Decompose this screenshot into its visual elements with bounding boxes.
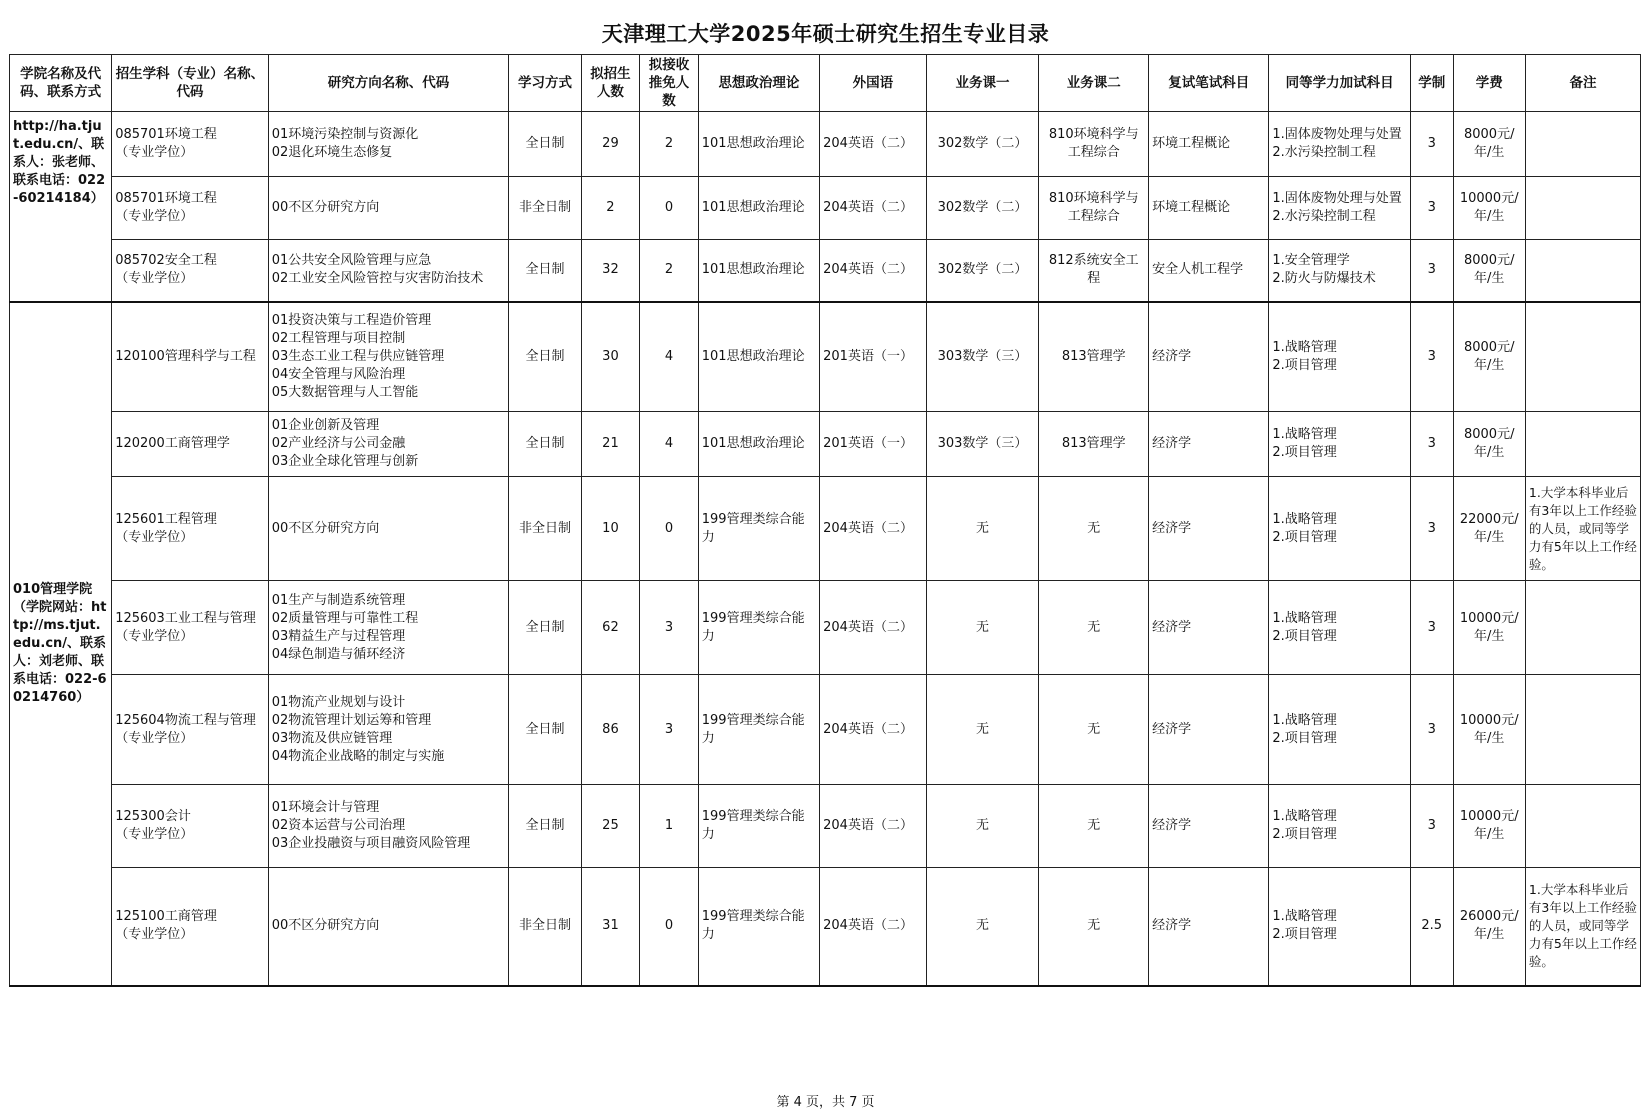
directions-cell-line: 05大数据管理与人工智能 xyxy=(271,384,419,400)
col-header: 业务课二 xyxy=(1039,55,1149,112)
politics-exam: 199管理类综合能力 xyxy=(698,868,819,986)
foreign-language-exam: 204英语（二） xyxy=(820,581,926,675)
directions-cell xyxy=(268,868,509,986)
table-row xyxy=(10,412,1641,477)
foreign-language-exam: 204英语（二） xyxy=(820,868,926,986)
extra-subjects xyxy=(1269,302,1411,412)
major-cell xyxy=(112,785,268,868)
directions-cell-line: 01物流产业规划与设计 xyxy=(271,694,406,710)
foreign-language-exam: 204英语（二） xyxy=(820,112,926,177)
study-mode: 全日制 xyxy=(509,412,581,477)
directions-cell xyxy=(268,785,509,868)
directions-cell-line: 04物流企业战略的制定与实施 xyxy=(271,748,445,764)
quota: 31 xyxy=(581,868,640,986)
col-header: 业务课一 xyxy=(926,55,1039,112)
course1-exam: 无 xyxy=(926,581,1039,675)
extra-subjects-line: 2.项目管理 xyxy=(1272,529,1337,545)
recommend-quota: 3 xyxy=(640,581,699,675)
college-info: 010管理学院（学院网站：http://ms.tjut.edu.cn/、联系人：刘老师、联系电话：022-60214760） xyxy=(10,302,112,986)
retest-subject: 经济学 xyxy=(1149,302,1269,412)
course1-exam: 302数学（二） xyxy=(926,112,1039,177)
extra-subjects-line: 1.战略管理 xyxy=(1272,712,1337,728)
col-header: 招生学科（专业）名称、代码 xyxy=(112,55,268,112)
directions-cell-line: 02退化环境生态修复 xyxy=(271,145,393,160)
politics-exam: 101思想政治理论 xyxy=(698,112,819,177)
directions-cell-line: 02工程管理与项目控制 xyxy=(271,330,406,346)
major-cell-line: （专业学位） xyxy=(115,209,194,224)
study-mode: 非全日制 xyxy=(509,477,581,581)
extra-subjects-line: 1.固体废物处理与处置 xyxy=(1272,127,1402,142)
directions-cell xyxy=(268,675,509,785)
extra-subjects xyxy=(1269,112,1411,177)
study-years: 3 xyxy=(1410,112,1453,177)
col-header: 研究方向名称、代码 xyxy=(268,55,509,112)
study-mode: 全日制 xyxy=(509,581,581,675)
extra-subjects-line: 2.项目管理 xyxy=(1272,827,1337,842)
foreign-language-exam: 204英语（二） xyxy=(820,675,926,785)
extra-subjects-line: 2.项目管理 xyxy=(1272,927,1337,943)
extra-subjects-line: 1.战略管理 xyxy=(1272,427,1337,442)
major-cell-line: 120200工商管理学 xyxy=(115,436,230,451)
major-cell-line: （专业学位） xyxy=(115,628,194,644)
quota: 29 xyxy=(581,112,640,177)
table-row xyxy=(10,177,1641,240)
course1-exam: 无 xyxy=(926,675,1039,785)
major-cell xyxy=(112,675,268,785)
remark xyxy=(1525,177,1640,240)
directions-cell xyxy=(268,477,509,581)
retest-subject: 环境工程概论 xyxy=(1149,177,1269,240)
col-header: 学费 xyxy=(1453,55,1525,112)
major-cell xyxy=(112,240,268,302)
quota: 62 xyxy=(581,581,640,675)
course1-exam: 无 xyxy=(926,868,1039,986)
study-years: 3 xyxy=(1410,675,1453,785)
tuition-fee: 8000元/年/生 xyxy=(1453,240,1525,302)
major-cell xyxy=(112,868,268,986)
page-title: 天津理工大学2025年硕士研究生招生专业目录 xyxy=(601,22,1050,46)
extra-subjects-line: 2.项目管理 xyxy=(1272,730,1337,746)
directions-cell-line: 01投资决策与工程造价管理 xyxy=(271,312,432,328)
extra-subjects xyxy=(1269,675,1411,785)
extra-subjects-line: 1.安全管理学 xyxy=(1272,253,1350,269)
extra-subjects xyxy=(1269,868,1411,986)
quota: 10 xyxy=(581,477,640,581)
tuition-fee: 10000元/年/生 xyxy=(1453,675,1525,785)
recommend-quota: 2 xyxy=(640,112,699,177)
remark xyxy=(1525,240,1640,302)
foreign-language-exam: 204英语（二） xyxy=(820,177,926,240)
extra-subjects xyxy=(1269,240,1411,302)
retest-subject: 环境工程概论 xyxy=(1149,112,1269,177)
major-cell xyxy=(112,112,268,177)
col-header: 学院名称及代码、联系方式 xyxy=(10,55,112,112)
table-row xyxy=(10,240,1641,302)
extra-subjects xyxy=(1269,581,1411,675)
extra-subjects-line: 1.固体废物处理与处置 xyxy=(1272,191,1402,206)
course2-exam: 无 xyxy=(1039,868,1149,986)
recommend-quota: 0 xyxy=(640,868,699,986)
quota: 25 xyxy=(581,785,640,868)
extra-subjects-line: 2.水污染控制工程 xyxy=(1272,145,1376,160)
course2-exam: 无 xyxy=(1039,785,1149,868)
course1-exam: 302数学（二） xyxy=(926,177,1039,240)
major-cell-line: （专业学位） xyxy=(115,827,194,842)
major-cell-line: 085701环境工程 xyxy=(115,191,217,206)
directions-cell-line: 03生态工业工程与供应链管理 xyxy=(271,348,445,364)
study-mode: 全日制 xyxy=(509,112,581,177)
politics-exam: 199管理类综合能力 xyxy=(698,785,819,868)
remark xyxy=(1525,675,1640,785)
retest-subject: 经济学 xyxy=(1149,477,1269,581)
retest-subject: 经济学 xyxy=(1149,785,1269,868)
directions-cell xyxy=(268,177,509,240)
retest-subject: 经济学 xyxy=(1149,868,1269,986)
major-cell-line: （专业学位） xyxy=(115,730,194,746)
remark: 1.大学本科毕业后有3年以上工作经验的人员，或同等学力有5年以上工作经验。 xyxy=(1525,868,1640,986)
foreign-language-exam: 204英语（二） xyxy=(820,240,926,302)
extra-subjects-line: 1.战略管理 xyxy=(1272,339,1337,355)
extra-subjects-line: 2.防火与防爆技术 xyxy=(1272,271,1376,287)
quota: 32 xyxy=(581,240,640,302)
directions-cell xyxy=(268,240,509,302)
major-cell-line: （专业学位） xyxy=(115,529,194,545)
course1-exam: 303数学（三） xyxy=(926,302,1039,412)
col-header: 复试笔试科目 xyxy=(1149,55,1269,112)
page-footer: 第 4 页，共 7 页 xyxy=(776,1095,875,1110)
politics-exam: 199管理类综合能力 xyxy=(698,675,819,785)
study-years: 3 xyxy=(1410,412,1453,477)
remark xyxy=(1525,785,1640,868)
major-cell-line: 125300会计 xyxy=(115,809,191,824)
course2-exam: 810环境科学与工程综合 xyxy=(1039,177,1149,240)
college-info: http://ha.tjut.edu.cn/、联系人：张老师、联系电话：022-60214184） xyxy=(10,112,112,302)
foreign-language-exam: 204英语（二） xyxy=(820,785,926,868)
course2-exam: 810环境科学与工程综合 xyxy=(1039,112,1149,177)
study-mode: 全日制 xyxy=(509,785,581,868)
course2-exam: 813管理学 xyxy=(1039,302,1149,412)
directions-cell-line: 01环境会计与管理 xyxy=(271,800,380,815)
table-row xyxy=(10,112,1641,177)
directions-cell-line: 02资本运营与公司治理 xyxy=(271,818,406,833)
politics-exam: 199管理类综合能力 xyxy=(698,581,819,675)
tuition-fee: 8000元/年/生 xyxy=(1453,112,1525,177)
remark xyxy=(1525,302,1640,412)
extra-subjects-line: 2.项目管理 xyxy=(1272,628,1337,644)
directions-cell-line: 01生产与制造系统管理 xyxy=(271,592,406,608)
study-years: 3 xyxy=(1410,581,1453,675)
directions-cell xyxy=(268,302,509,412)
directions-cell xyxy=(268,112,509,177)
study-years: 3 xyxy=(1410,477,1453,581)
study-mode: 全日制 xyxy=(509,240,581,302)
recommend-quota: 4 xyxy=(640,412,699,477)
extra-subjects-line: 2.项目管理 xyxy=(1272,357,1337,373)
politics-exam: 101思想政治理论 xyxy=(698,177,819,240)
col-header: 思想政治理论 xyxy=(698,55,819,112)
study-mode: 全日制 xyxy=(509,675,581,785)
course1-exam: 303数学（三） xyxy=(926,412,1039,477)
directions-cell-line: 01公共安全风险管理与应急 xyxy=(271,253,432,269)
major-cell-line: 125604物流工程与管理 xyxy=(115,712,256,728)
directions-cell-line: 00不区分研究方向 xyxy=(271,520,380,536)
course2-exam: 812系统安全工程 xyxy=(1039,240,1149,302)
major-cell-line: 125100工商管理 xyxy=(115,909,217,925)
foreign-language-exam: 201英语（一） xyxy=(820,412,926,477)
foreign-language-exam: 201英语（一） xyxy=(820,302,926,412)
extra-subjects xyxy=(1269,177,1411,240)
recommend-quota: 0 xyxy=(640,177,699,240)
recommend-quota: 2 xyxy=(640,240,699,302)
course1-exam: 302数学（二） xyxy=(926,240,1039,302)
directions-cell-line: 02产业经济与公司金融 xyxy=(271,436,406,451)
col-header: 拟招生人数 xyxy=(581,55,640,112)
directions-cell xyxy=(268,412,509,477)
major-cell-line: 125601工程管理 xyxy=(115,511,217,527)
tuition-fee: 8000元/年/生 xyxy=(1453,412,1525,477)
table-row xyxy=(10,302,1641,412)
major-cell-line: 085702安全工程 xyxy=(115,253,217,269)
extra-subjects-line: 1.战略管理 xyxy=(1272,809,1337,824)
col-header: 学制 xyxy=(1410,55,1453,112)
recommend-quota: 0 xyxy=(640,477,699,581)
retest-subject: 经济学 xyxy=(1149,581,1269,675)
remark xyxy=(1525,112,1640,177)
retest-subject: 经济学 xyxy=(1149,675,1269,785)
directions-cell-line: 01企业创新及管理 xyxy=(271,418,380,433)
course2-exam: 无 xyxy=(1039,581,1149,675)
table-row xyxy=(10,477,1641,581)
retest-subject: 经济学 xyxy=(1149,412,1269,477)
major-cell xyxy=(112,477,268,581)
course2-exam: 无 xyxy=(1039,675,1149,785)
tuition-fee: 10000元/年/生 xyxy=(1453,177,1525,240)
major-cell xyxy=(112,302,268,412)
major-cell xyxy=(112,412,268,477)
recommend-quota: 4 xyxy=(640,302,699,412)
directions-cell-line: 01环境污染控制与资源化 xyxy=(271,127,419,142)
col-header: 学习方式 xyxy=(509,55,581,112)
quota: 30 xyxy=(581,302,640,412)
tuition-fee: 10000元/年/生 xyxy=(1453,581,1525,675)
remark xyxy=(1525,581,1640,675)
major-cell-line: 085701环境工程 xyxy=(115,127,217,142)
quota: 86 xyxy=(581,675,640,785)
study-mode: 全日制 xyxy=(509,302,581,412)
quota: 2 xyxy=(581,177,640,240)
tuition-fee: 26000元/年/生 xyxy=(1453,868,1525,986)
major-cell xyxy=(112,581,268,675)
study-mode: 非全日制 xyxy=(509,868,581,986)
course1-exam: 无 xyxy=(926,785,1039,868)
tuition-fee: 10000元/年/生 xyxy=(1453,785,1525,868)
study-years: 3 xyxy=(1410,177,1453,240)
remark: 1.大学本科毕业后有3年以上工作经验的人员，或同等学力有5年以上工作经验。 xyxy=(1525,477,1640,581)
tuition-fee: 22000元/年/生 xyxy=(1453,477,1525,581)
directions-cell-line: 03精益生产与过程管理 xyxy=(271,628,406,644)
tuition-fee: 8000元/年/生 xyxy=(1453,302,1525,412)
major-cell-line: 125603工业工程与管理 xyxy=(115,610,256,626)
table-row xyxy=(10,868,1641,986)
extra-subjects xyxy=(1269,477,1411,581)
politics-exam: 101思想政治理论 xyxy=(698,412,819,477)
study-years: 2.5 xyxy=(1410,868,1453,986)
table-row xyxy=(10,581,1641,675)
table-row xyxy=(10,675,1641,785)
extra-subjects xyxy=(1269,785,1411,868)
course2-exam: 无 xyxy=(1039,477,1149,581)
directions-cell-line: 04绿色制造与循环经济 xyxy=(271,646,406,662)
col-header: 同等学力加试科目 xyxy=(1269,55,1411,112)
retest-subject: 安全人机工程学 xyxy=(1149,240,1269,302)
major-cell-line: 120100管理科学与工程 xyxy=(115,348,256,364)
recommend-quota: 3 xyxy=(640,675,699,785)
directions-cell-line: 03企业全球化管理与创新 xyxy=(271,454,419,469)
table-row xyxy=(10,785,1641,868)
directions-cell-line: 02质量管理与可靠性工程 xyxy=(271,610,419,626)
major-cell-line: （专业学位） xyxy=(115,271,194,287)
politics-exam: 101思想政治理论 xyxy=(698,302,819,412)
directions-cell-line: 03物流及供应链管理 xyxy=(271,730,393,746)
major-cell-line: （专业学位） xyxy=(115,145,194,160)
course2-exam: 813管理学 xyxy=(1039,412,1149,477)
directions-cell-line: 02工业安全风险管控与灾害防治技术 xyxy=(271,271,484,287)
politics-exam: 101思想政治理论 xyxy=(698,240,819,302)
extra-subjects-line: 2.项目管理 xyxy=(1272,445,1337,460)
extra-subjects-line: 1.战略管理 xyxy=(1272,511,1337,527)
directions-cell-line: 02物流管理计划运筹和管理 xyxy=(271,712,432,728)
catalog-table xyxy=(9,54,1641,987)
directions-cell-line: 03企业投融资与项目融资风险管理 xyxy=(271,836,471,851)
remark xyxy=(1525,412,1640,477)
study-mode: 非全日制 xyxy=(509,177,581,240)
study-years: 3 xyxy=(1410,302,1453,412)
header-row xyxy=(10,55,1641,112)
col-header: 外国语 xyxy=(820,55,926,112)
directions-cell xyxy=(268,581,509,675)
study-years: 3 xyxy=(1410,785,1453,868)
extra-subjects-line: 1.战略管理 xyxy=(1272,909,1337,925)
study-years: 3 xyxy=(1410,240,1453,302)
col-header: 拟接收推免人数 xyxy=(640,55,699,112)
recommend-quota: 1 xyxy=(640,785,699,868)
foreign-language-exam: 204英语（二） xyxy=(820,477,926,581)
extra-subjects-line: 2.水污染控制工程 xyxy=(1272,209,1376,224)
major-cell-line: （专业学位） xyxy=(115,927,194,943)
col-header: 备注 xyxy=(1525,55,1640,112)
quota: 21 xyxy=(581,412,640,477)
directions-cell-line: 00不区分研究方向 xyxy=(271,918,380,934)
course1-exam: 无 xyxy=(926,477,1039,581)
extra-subjects xyxy=(1269,412,1411,477)
directions-cell-line: 00不区分研究方向 xyxy=(271,200,380,215)
major-cell xyxy=(112,177,268,240)
extra-subjects-line: 1.战略管理 xyxy=(1272,610,1337,626)
politics-exam: 199管理类综合能力 xyxy=(698,477,819,581)
directions-cell-line: 04安全管理与风险治理 xyxy=(271,366,406,382)
